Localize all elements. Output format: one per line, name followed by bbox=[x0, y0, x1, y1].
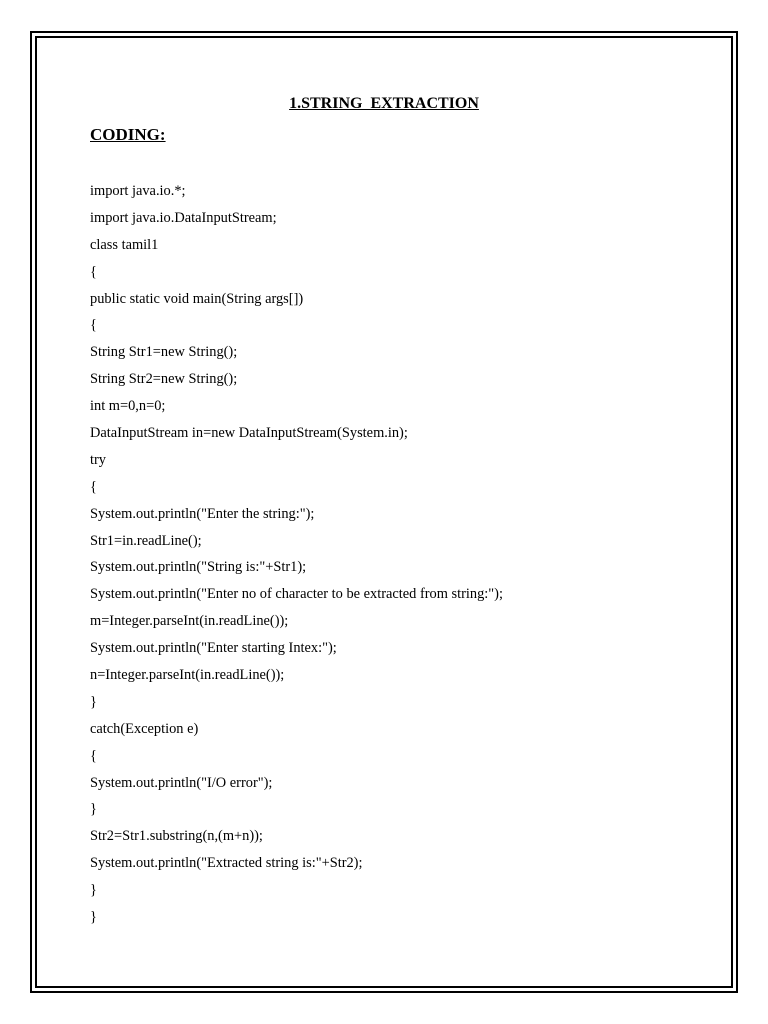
code-line: System.out.println("Extracted string is:"+Str2); bbox=[90, 855, 363, 872]
code-line: System.out.println("Enter starting Intex:"); bbox=[90, 640, 337, 657]
code-line: System.out.println("String is:"+Str1); bbox=[90, 559, 307, 576]
page-title: 1.STRING EXTRACTION bbox=[289, 95, 479, 112]
code-line: public static void main(String args[]) bbox=[90, 290, 304, 307]
code-line: } bbox=[90, 882, 97, 899]
code-line: System.out.println("Enter no of character to be extracted from string:"); bbox=[90, 586, 503, 603]
code-line: try bbox=[90, 451, 106, 468]
code-line: Str1=in.readLine(); bbox=[90, 532, 202, 549]
code-listing bbox=[90, 180, 710, 933]
code-line: catch(Exception e) bbox=[90, 720, 199, 737]
code-line: m=Integer.parseInt(in.readLine()); bbox=[90, 613, 289, 630]
code-line: } bbox=[90, 693, 97, 710]
section-heading-coding: CODING: bbox=[90, 125, 166, 144]
code-line: Str2=Str1.substring(n,(m+n)); bbox=[90, 828, 263, 845]
code-line: String Str2=new String(); bbox=[90, 371, 238, 388]
code-line: { bbox=[90, 478, 97, 495]
code-line: } bbox=[90, 909, 97, 926]
code-line: { bbox=[90, 263, 97, 280]
code-line: } bbox=[90, 801, 97, 818]
code-line: n=Integer.parseInt(in.readLine()); bbox=[90, 667, 285, 684]
code-line: DataInputStream in=new DataInputStream(System.in); bbox=[90, 425, 408, 442]
code-line: { bbox=[90, 747, 97, 764]
code-line: System.out.println("I/O error"); bbox=[90, 774, 273, 791]
code-line: import java.io.DataInputStream; bbox=[90, 209, 277, 226]
code-line: int m=0,n=0; bbox=[90, 398, 166, 415]
code-line: System.out.println("Enter the string:"); bbox=[90, 505, 315, 522]
code-line: import java.io.*; bbox=[90, 183, 186, 199]
code-line: { bbox=[90, 317, 97, 334]
code-line: class tamil1 bbox=[90, 236, 159, 253]
code-line: String Str1=new String(); bbox=[90, 344, 238, 361]
